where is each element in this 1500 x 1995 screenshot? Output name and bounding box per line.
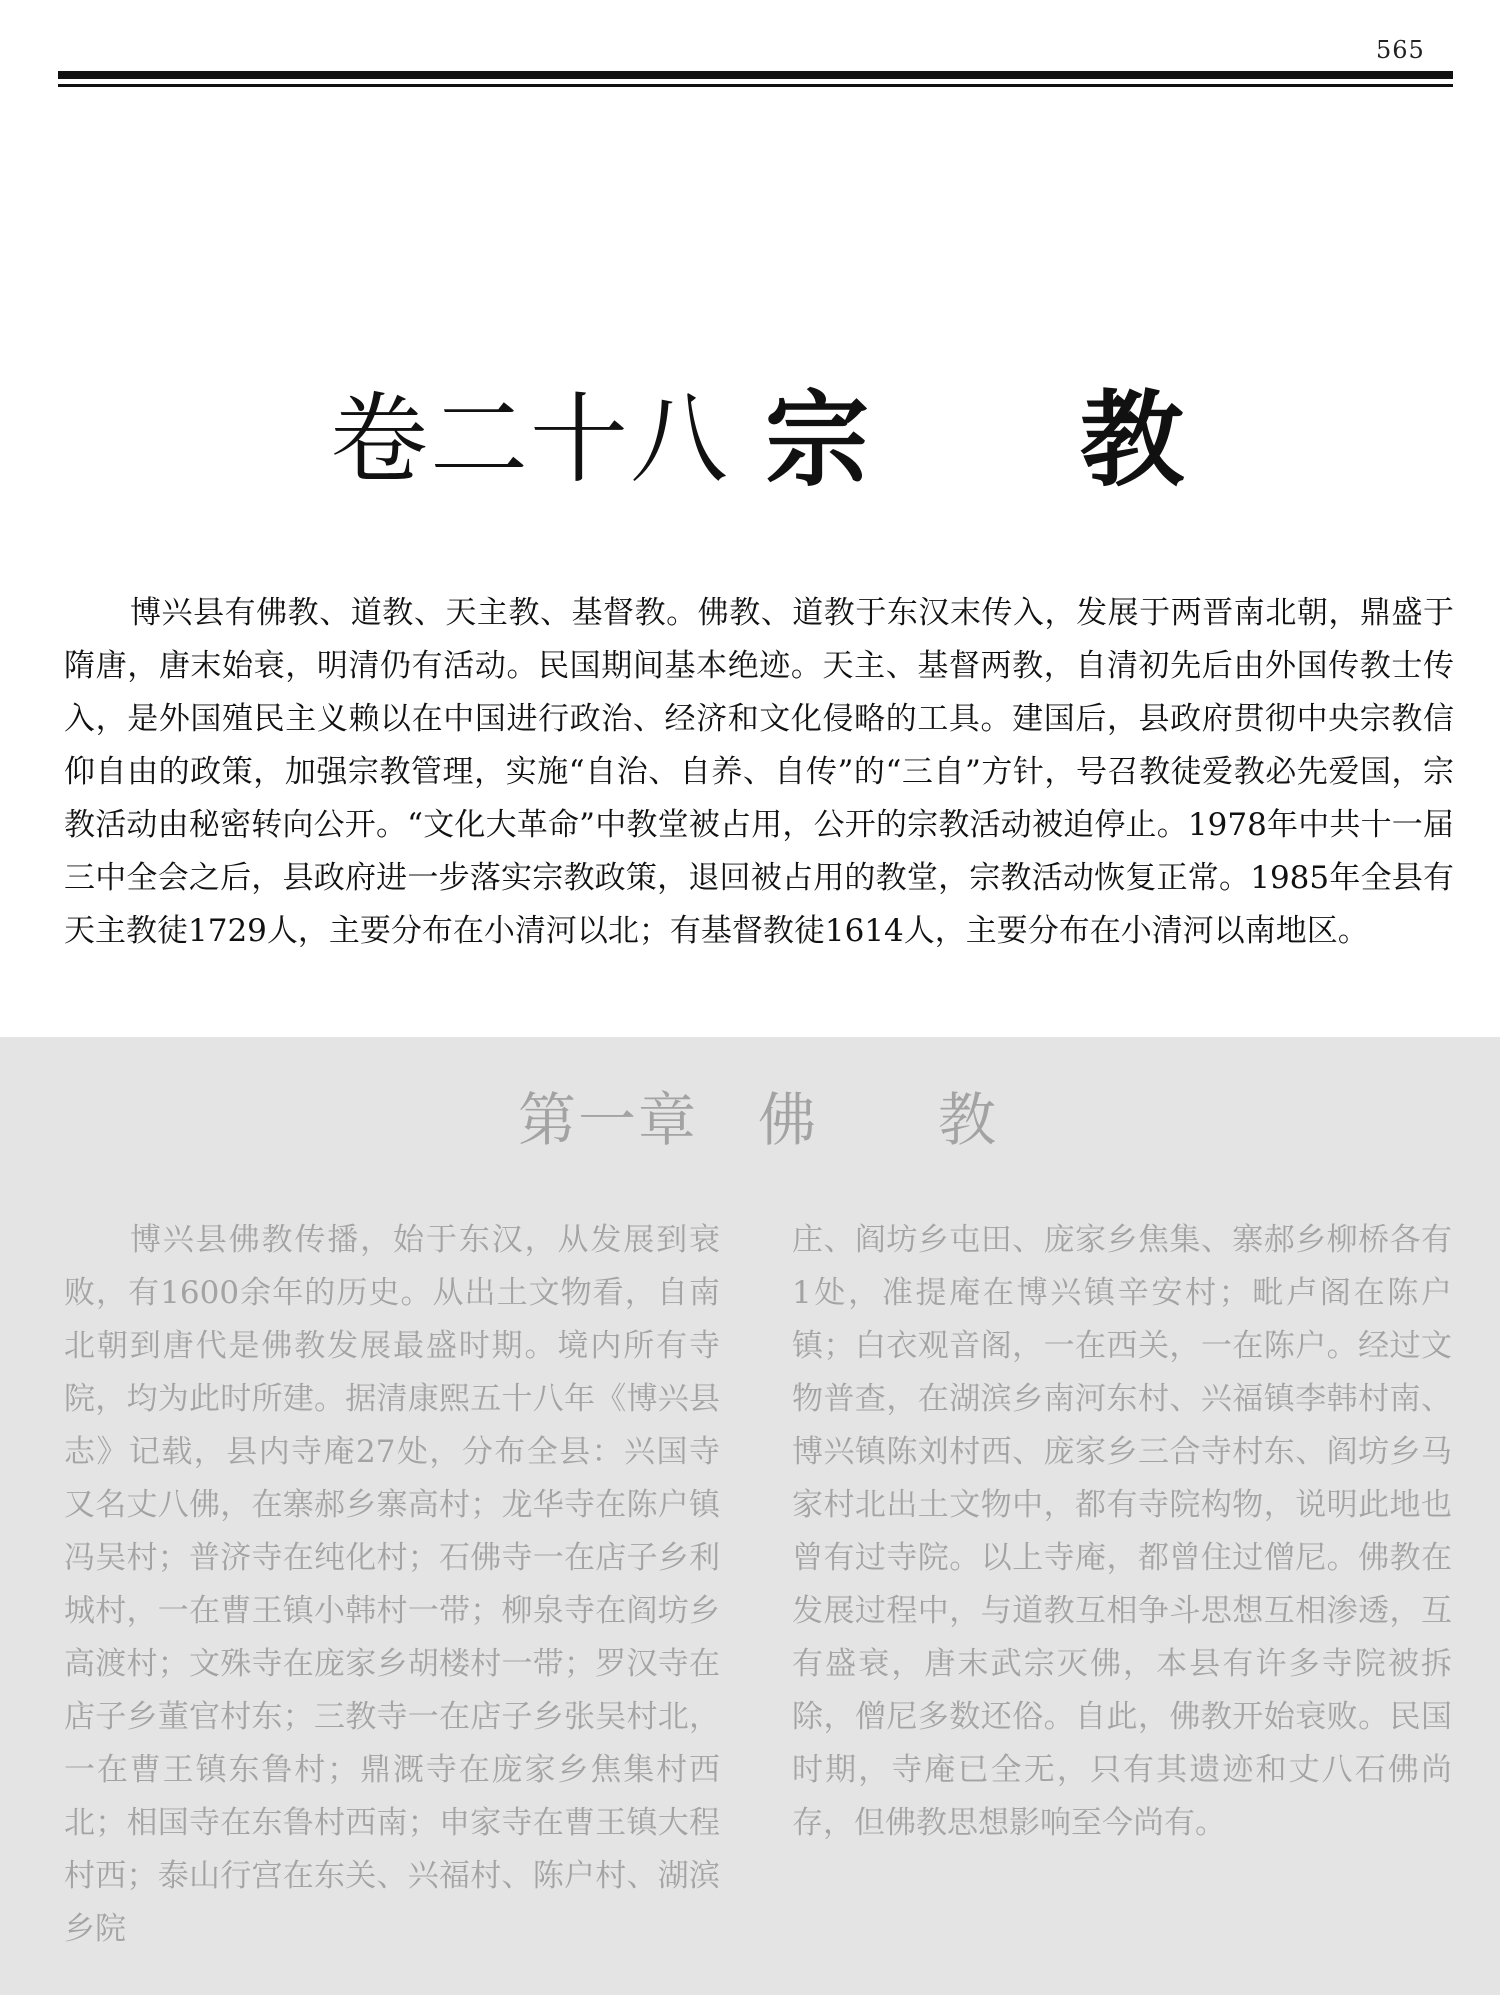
chapter-section — [0, 1037, 1500, 1995]
volume-title-char-1: 宗 — [765, 378, 870, 501]
chapter-title-char-1: 佛 — [758, 1086, 817, 1154]
chapter-column-left: 博兴县佛教传播，始于东汉，从发展到衰败，有1600余年的历史。从出土文物看，自南北朝到唐代是佛教发展最盛时期。境内所有寺院，均为此时所建。据清康熙五十八年《博兴县志》记载，县内寺庵27处，分布全县：兴国寺又名丈八佛，在寨郝乡寨高村；龙华寺在陈户镇冯吴村；普济寺在纯化村；石佛寺一在店子乡利城村，一在曹王镇小韩村一带；柳泉寺在阎坊乡高渡村；文殊寺在庞家乡胡楼村一带；罗汉寺在店子乡董官村东；三教寺一在店子乡张吴村北，一在曹王镇东鲁村；鼎溉寺在庞家乡焦集村西北；相国寺在东鲁村西南；申家寺在曹王镇大程村西；泰山行宫在东关、兴福村、陈户村、湖滨乡院 — [64, 1222, 720, 1947]
volume-number: 卷二十八 — [330, 383, 731, 497]
chapter-title — [518, 1080, 1118, 1160]
volume-title — [330, 380, 1230, 500]
intro-paragraph: 博兴县有佛教、道教、天主教、基督教。佛教、道教于东汉末传入，发展于两晋南北朝，鼎盛于隋唐，唐末始衰，明清仍有活动。民国期间基本绝迹。天主、基督两教，自清初先后由外国传教士传入，是外国殖民主义赖以在中国进行政治、经济和文化侵略的工具。建国后，县政府贯彻中央宗教信仰自由的政策，加强宗教管理，实施“自治、自养、自传”的“三自”方针，号召教徒爱教必先爱国，宗教活动由秘密转向公开。“文化大革命”中教堂被占用，公开的宗教活动被迫停止。1978年中共十一届三中全会之后，县政府进一步落实宗教政策，退回被占用的教堂，宗教活动恢复正常。1985年全县有天主教徒1729人，主要分布在小清河以北；有基督教徒1614人，主要分布在小清河以南地区。 — [64, 595, 1454, 949]
chapter-column-right: 庄、阎坊乡屯田、庞家乡焦集、寨郝乡柳桥各有1处，准提庵在博兴镇辛安村；毗卢阁在陈户镇；白衣观音阁，一在西关，一在陈户。经过文物普查，在湖滨乡南河东村、兴福镇李韩村南、博兴镇陈刘村西、庞家乡三合寺村东、阎坊乡马家村北出土文物中，都有寺院构物，说明此地也曾有过寺院。以上寺庵，都曾住过僧尼。佛教在发展过程中，与道教互相争斗思想互相渗透，互有盛衰，唐末武宗灭佛，本县有许多寺院被拆除，僧尼多数还俗。自此，佛教开始衰败。民国时期，寺庵已全无，只有其遗迹和丈八石佛尚存，但佛教思想影响至今尚有。 — [792, 1222, 1452, 1841]
chapter-number: 第一章 — [518, 1086, 699, 1154]
volume-title-char-2: 教 — [1080, 378, 1185, 501]
chapter-title-char-2: 教 — [938, 1086, 997, 1154]
page-number: 565 — [1376, 36, 1425, 64]
header-rule-thick — [58, 71, 1453, 79]
header-rule-thin — [58, 84, 1453, 87]
